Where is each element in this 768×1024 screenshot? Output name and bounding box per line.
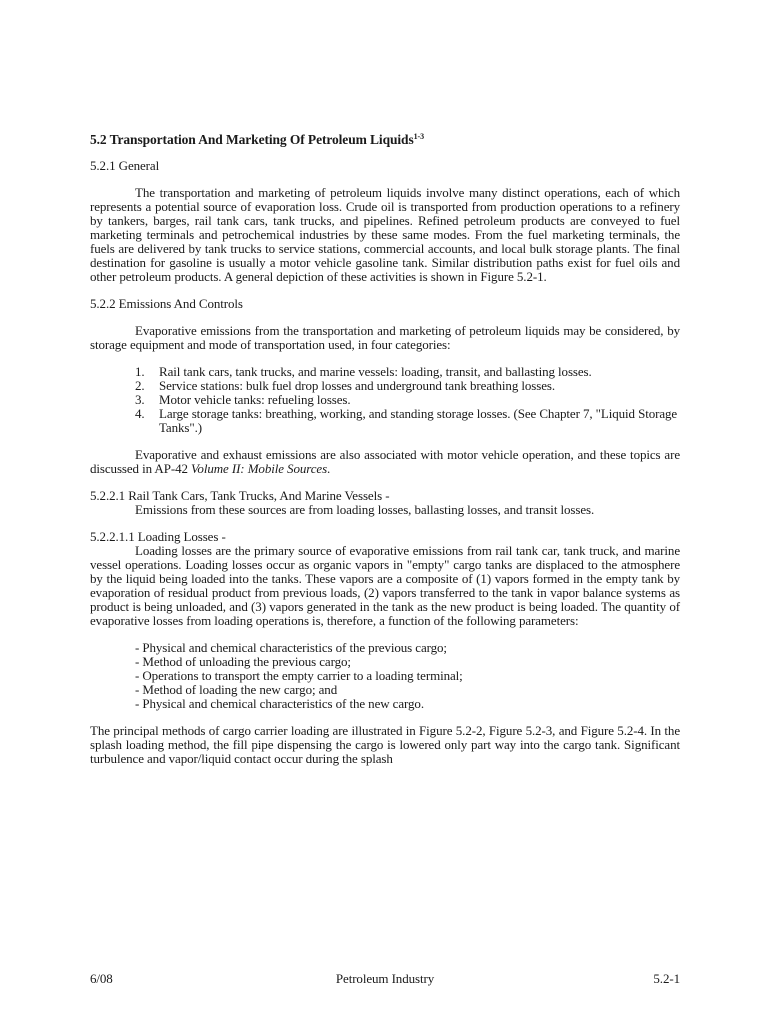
general-paragraph: The transportation and marketing of petroleum liquids involve many distinct operations, each of which represents a potential source of evaporation loss. Crude oil is transported from production operations to a refinery by tankers, barges, rail tank cars, tank trucks, and pipelines. Refined petroleum products are conveyed to fuel marketing terminals and petrochemical industries by these same modes. From the fuel marketing terminals, the fuels are delivered by tank trucks to service stations, commercial accounts, and local bulk storage plants. The final destination for gasoline is usually a motor vehicle gasoline tank. Similar distribution paths exist for fuel oils and other petroleum products. A general depiction of these activities is shown in Figure 5.2-1. — [90, 185, 680, 284]
rail-paragraph: Emissions from these sources are from loading losses, ballasting losses, and transit losses. — [135, 502, 595, 517]
list-item: 2. Service stations: bulk fuel drop losses and underground tank breathing losses. — [135, 378, 555, 393]
loading-section — [90, 530, 680, 628]
emissions-paragraph: Evaporative emissions from the transportation and marketing of petroleum liquids may be considered, by storage equipment and mode of transportation used, in four categories: — [90, 323, 680, 352]
loading-paragraph: Loading losses are the primary source of evaporative emissions from rail tank car, tank truck, and marine vessel operations. Loading losses occur as organic vapors in "empty" cargo tanks are displaced to the atmosphere by the liquid being loaded into the tanks. These vapors are a composite of (1) vapors formed in the empty tank by evaporation of residual product from previous loads, (2) vapors transferred to the tank in vapor balance systems as product is being unloaded, and (3) vapors generated in the tank as the new product is being loaded. The quantity of evaporative losses from loading operations is, therefore, a function of the following parameters: — [90, 543, 680, 628]
mobile-sources-reference: Volume II: Mobile Sources — [191, 461, 328, 476]
exhaust-paragraph: Evaporative and exhaust emissions are also associated with motor vehicle operation, and these topics are discussed in AP-42 Volume II: Mobile Sources. — [90, 447, 680, 476]
list-item: - Method of unloading the previous cargo; — [135, 654, 351, 669]
loading-heading: 5.2.2.1.1 Loading Losses - — [90, 529, 226, 544]
parameters-list — [90, 641, 680, 711]
footer-page-number: 5.2-1 — [653, 971, 680, 986]
footer-date: 6/08 — [90, 971, 113, 986]
list-item: 1. Rail tank cars, tank trucks, and marine vessels: loading, transit, and ballasting losses. — [135, 364, 592, 379]
list-item: - Method of loading the new cargo; and — [135, 682, 338, 697]
list-item: - Physical and chemical characteristics of the new cargo. — [135, 696, 424, 711]
methods-paragraph: The principal methods of cargo carrier loading are illustrated in Figure 5.2-2, Figure 5.2-3, and Figure 5.2-4. In the splash loading method, the fill pipe dispensing the cargo is lowered only part way into the cargo tank. Significant turbulence and vapor/liquid contact occur during the splash — [90, 723, 680, 766]
section-title: 5.2 Transportation And Marketing Of Petroleum Liquids$^{1-3}$ — [90, 132, 424, 147]
footer-chapter: Petroleum Industry — [335, 971, 435, 986]
general-heading: 5.2.1 General — [90, 158, 160, 173]
rail-section — [90, 489, 680, 517]
page-footer — [90, 972, 680, 986]
rail-heading: 5.2.2.1 Rail Tank Cars, Tank Trucks, And Marine Vessels - — [90, 488, 390, 503]
list-item: 3. Motor vehicle tanks: refueling losses. — [135, 392, 351, 407]
list-item: 4. Large storage tanks: breathing, working, and standing storage losses. (See Chapter 7, "Liquid Storage Tanks".) — [135, 406, 678, 435]
title-superscript: 1-3 — [413, 132, 424, 141]
emissions-heading: 5.2.2 Emissions And Controls — [90, 296, 243, 311]
list-item: - Operations to transport the empty carrier to a loading terminal; — [135, 668, 463, 683]
emission-categories-list — [90, 365, 680, 435]
document-page — [90, 133, 680, 779]
list-item: - Physical and chemical characteristics of the previous cargo; — [135, 640, 447, 655]
